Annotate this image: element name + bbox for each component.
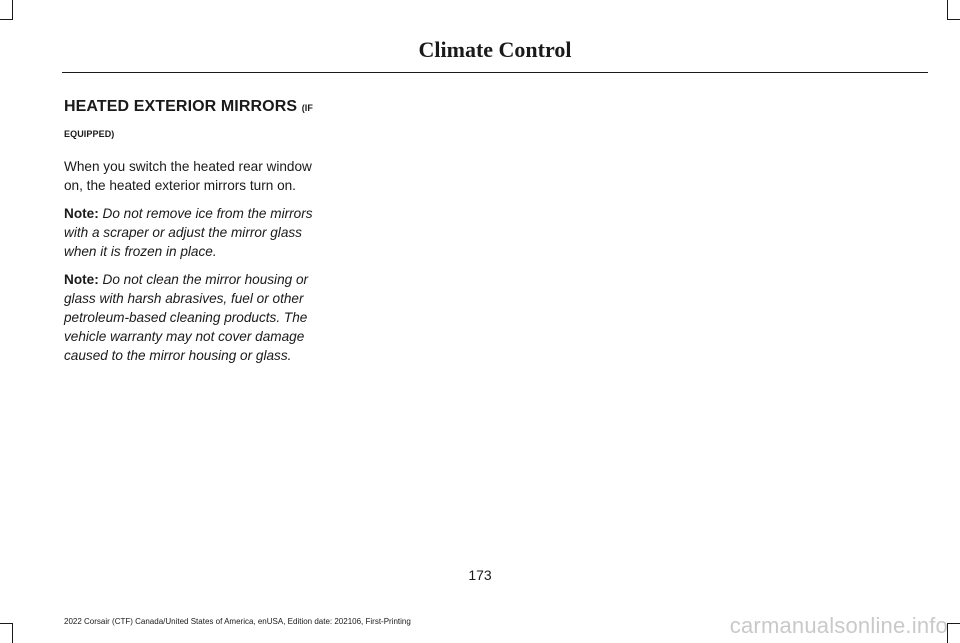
note-label: Note: bbox=[64, 272, 99, 287]
note-text: Do not remove ice from the mirrors with a scraper or adjust the mirror glass when it is frozen in place. bbox=[64, 206, 313, 259]
crop-mark bbox=[947, 0, 948, 20]
page-number: 173 bbox=[468, 567, 492, 583]
section-heading-text: HEATED EXTERIOR MIRRORS bbox=[64, 98, 298, 115]
edition-footer: 2022 Corsair (CTF) Canada/United States of America, enUSA, Edition date: 202106, First-Printing bbox=[64, 617, 411, 626]
section-qualifier-continued: EQUIPPED) bbox=[64, 129, 115, 139]
crop-mark bbox=[12, 0, 13, 20]
page-header bbox=[62, 36, 928, 73]
note-paragraph bbox=[64, 270, 334, 365]
page-title: Climate Control bbox=[418, 37, 572, 62]
note-paragraph bbox=[64, 204, 334, 261]
crop-mark bbox=[12, 623, 13, 643]
body-paragraph: When you switch the heated rear window on, the heated exterior mirrors turn on. bbox=[64, 159, 312, 193]
section-qualifier: (IF bbox=[301, 103, 313, 113]
note-label: Note: bbox=[64, 206, 99, 221]
crop-mark bbox=[947, 623, 960, 624]
main-content bbox=[64, 97, 334, 365]
crop-mark bbox=[947, 19, 960, 20]
section-heading bbox=[64, 97, 334, 140]
note-text: Do not clean the mirror housing or glass with harsh abrasives, fuel or other petroleum-based cleaning products. The vehicle warranty may not cover damage caused to the mirror housing or glass. bbox=[64, 272, 309, 363]
watermark: carmanualsonline.info bbox=[729, 613, 948, 638]
